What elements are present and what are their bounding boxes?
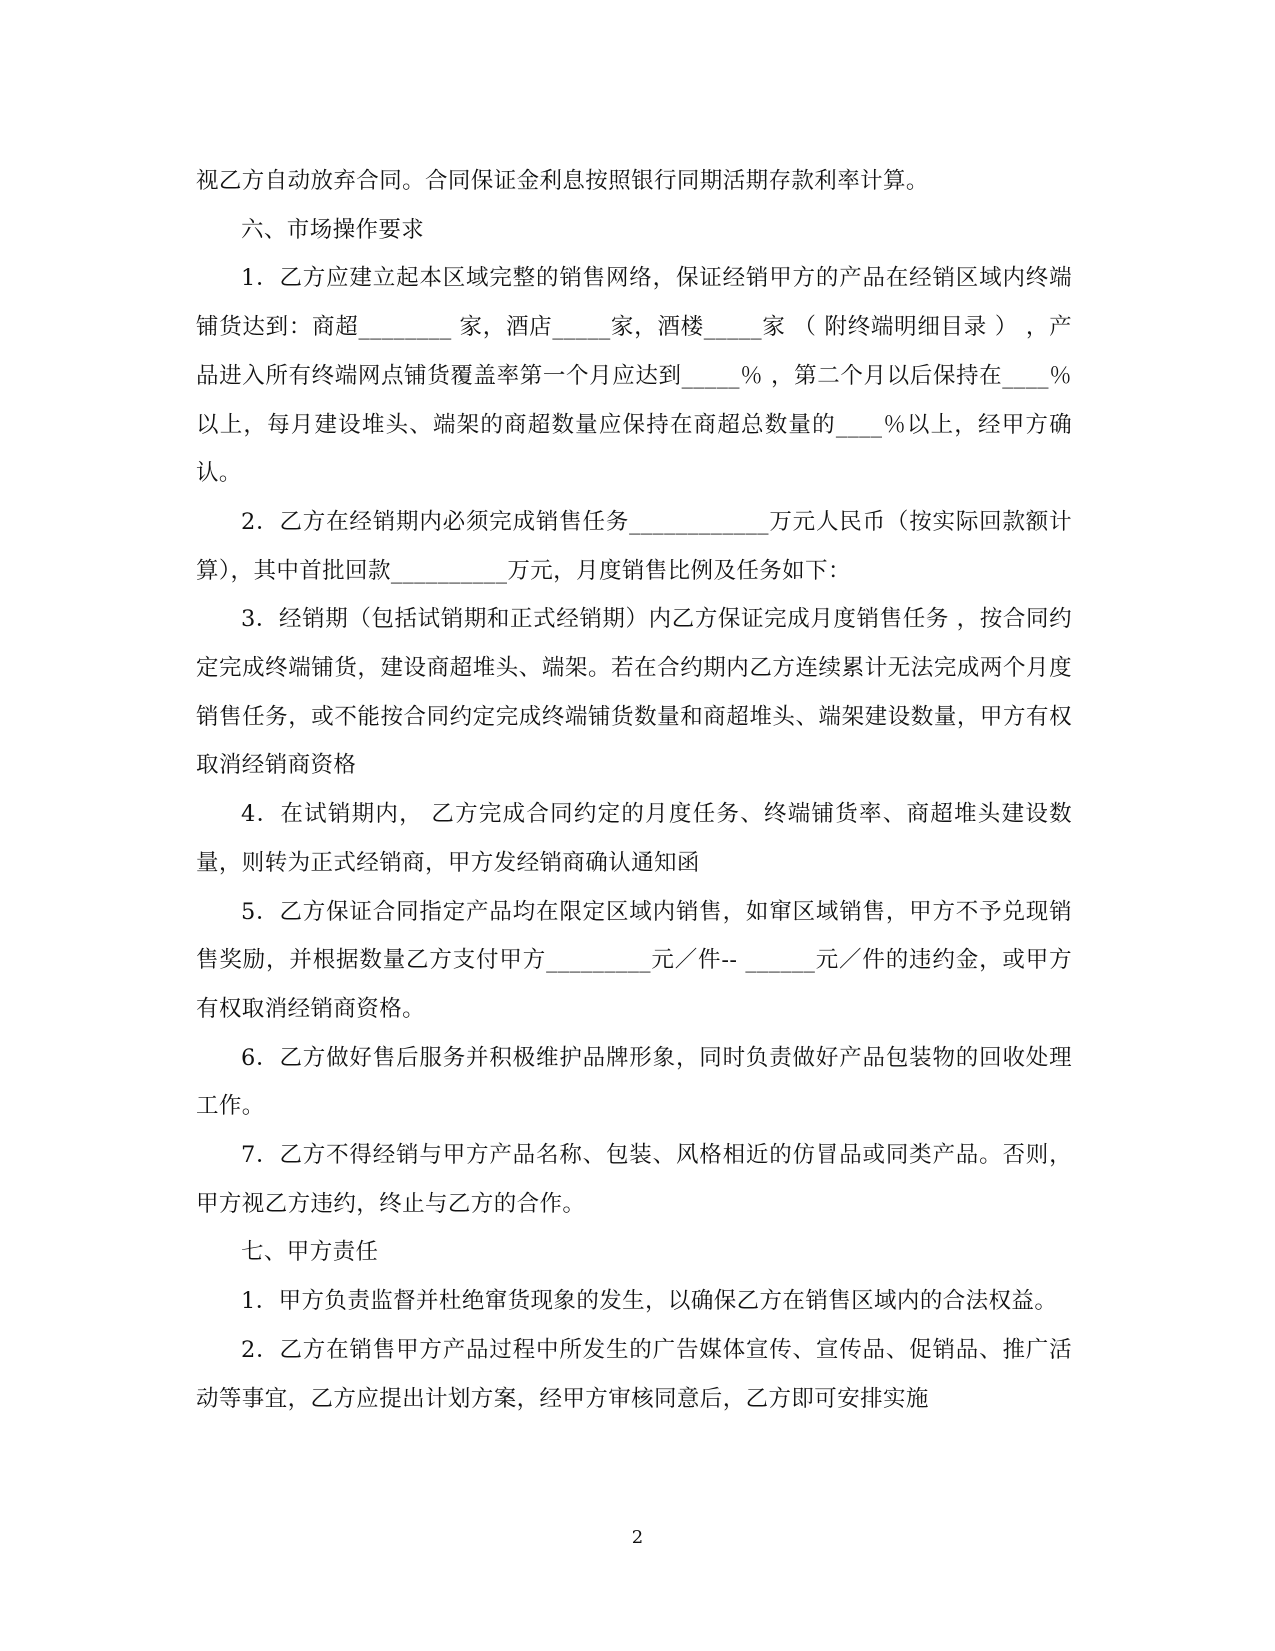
paragraph-clause-6-2: 2．乙方在经销期内必须完成销售任务____________万元人民币（按实际回款额计算），其中首批回款__________万元，月度销售比例及任务如下： [196, 508, 1072, 584]
paragraph-clause-6-6: 6．乙方做好售后服务并积极维护品牌形象，同时负责做好产品包装物的回收处理工作。 [196, 1044, 1072, 1120]
section-heading-market-operation: 六、市场操作要求 [241, 216, 425, 243]
paragraph-clause-6-5: 5．乙方保证合同指定产品均在限定区域内销售，如窜区域销售，甲方不予兑现销售奖励，并根据数量乙方支付甲方_________元／件-- ______元／件的违约金，或甲方有权取消经销商资格。 [196, 898, 1072, 1022]
paragraph-clause-6-3: 3．经销期（包括试销期和正式经销期）内乙方保证完成月度销售任务 ，按合同约定完成终端铺货，建设商超堆头、端架。若在合约期内乙方连续累计无法完成两个月度销售任务，或不能按合同约定完成终端铺货数量和商超堆头、端架建设数量，甲方有权取消经销商资格 [196, 606, 1072, 779]
paragraph-clause-6-1: 1．乙方应建立起本区域完整的销售网络，保证经销甲方的产品在经销区域内终端铺货达到：商超________ 家，酒店_____家，酒楼_____家 （ 附终端明细目录 ） ，产品进入所有终端网点铺货覆盖率第一个月应达到_____％ ，第二个月以后保持在____％以上，每月建设堆头、端架的商超数量应保持在商超总数量的____％以上，经甲方确认。 [196, 265, 1072, 487]
section-heading-party-a-duties: 七、甲方责任 [241, 1239, 379, 1266]
paragraph-clause-6-7: 7．乙方不得经销与甲方产品名称、包装、风格相近的仿冒品或同类产品。否则，甲方视乙方违约，终止与乙方的合作。 [196, 1142, 1072, 1217]
paragraph-clause-7-2: 2．乙方在销售甲方产品过程中所发生的广告媒体宣传、宣传品、促销品、推广活动等事宜，乙方应提出计划方案，经甲方审核同意后，乙方即可安排实施 [196, 1336, 1072, 1412]
paragraph-continuation: 视乙方自动放弃合同。合同保证金利息按照银行同期活期存款利率计算。 [196, 168, 929, 194]
paragraph-clause-6-4: 4．在试销期内， 乙方完成合同约定的月度任务、终端铺货率、商超堆头建设数量，则转为正式经销商，甲方发经销商确认通知函 [196, 801, 1072, 876]
paragraph-clause-7-1: 1．甲方负责监督并杜绝窜货现象的发生，以确保乙方在销售区域内的合法权益。 [241, 1288, 1058, 1315]
document-body [196, 157, 1072, 1423]
page-number: 2 [631, 1527, 644, 1548]
